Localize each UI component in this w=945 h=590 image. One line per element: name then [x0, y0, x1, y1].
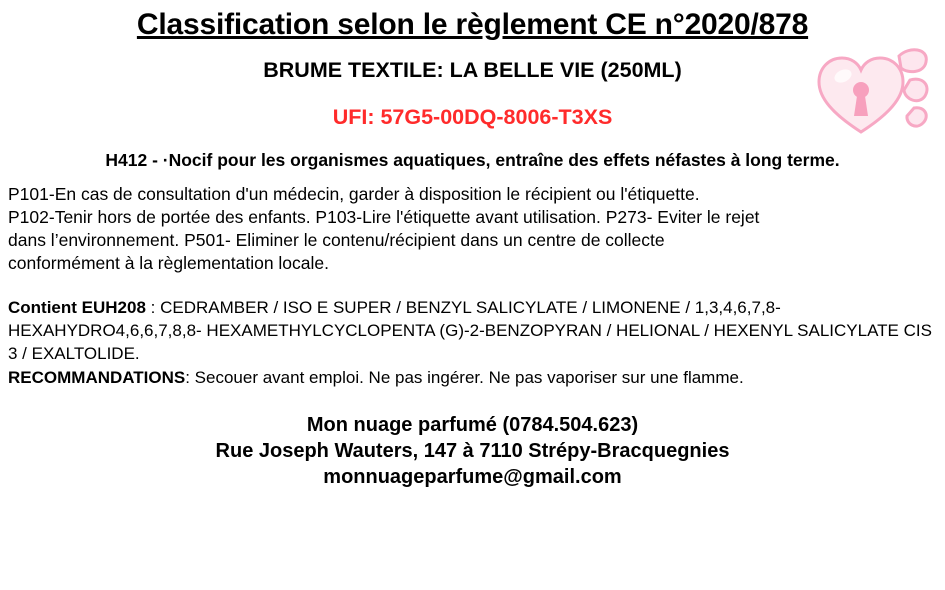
precautionary-statements: [8, 183, 937, 275]
heart-bow-logo: [813, 46, 931, 138]
contient-label: Contient EUH208: [8, 297, 146, 317]
hazard-statement: H412 - ·Nocif pour les organismes aquatiques, entraîne des effets néfastes à long terme.: [105, 149, 840, 170]
contient-text: : CEDRAMBER / ISO E SUPER / BENZYL SALICYLATE / LIMONENE / 1,3,4,6,7,8-HEXAHYDRO4,6,6,7,8,8- HEXAMETHYLCYCLOPENTA (G)-2-BENZOPYRAN / HELIONAL / HEXENYL SALICYLATE CIS 3 / EXALTOLIDE.: [8, 297, 932, 363]
contact-footer: [8, 412, 937, 490]
precaution-line: P101-En cas de consultation d'un médecin, garder à disposition le récipient ou l'étiquette.: [8, 183, 700, 204]
company-address: Rue Joseph Wauters, 147 à 7110 Strépy-Bracquegnies: [215, 440, 730, 463]
ufi-code: UFI: 57G5-00DQ-8006-T3XS: [332, 104, 613, 129]
recommandations-label: RECOMMANDATIONS: [8, 368, 186, 388]
precaution-line: conformément à la règlementation locale.: [8, 252, 330, 273]
precaution-line: dans l’environnement. P501- Eliminer le contenu/récipient dans un centre de collecte: [8, 229, 665, 250]
page-title: Classification selon le règlement CE n°2020/878: [136, 8, 809, 41]
spacer: [8, 281, 937, 297]
company-email: monnuageparfume@gmail.com: [323, 466, 622, 489]
product-name: BRUME TEXTILE: LA BELLE VIE (250ML): [263, 57, 682, 82]
precaution-line: P102-Tenir hors de portée des enfants. P103-Lire l'étiquette avant utilisation. P273- Eviter le rejet: [8, 206, 760, 227]
company-name: Mon nuage parfumé (0784.504.623): [306, 414, 639, 437]
recommendations-section: [8, 367, 937, 390]
recommandations-text: : Secouer avant emploi. Ne pas ingérer. Ne pas vaporiser sur une flamme.: [185, 368, 744, 388]
ingredients-section: [8, 297, 937, 365]
